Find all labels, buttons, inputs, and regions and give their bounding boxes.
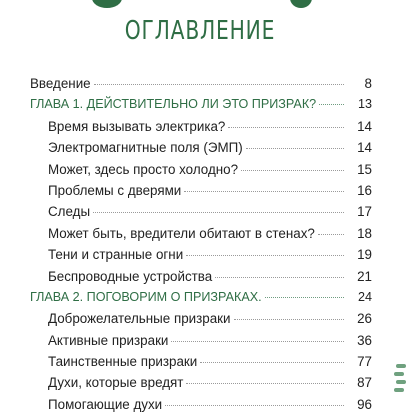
- toc-entry[interactable]: [30, 269, 372, 290]
- page-title: ОГЛАВЛЕНИЕ: [124, 16, 276, 46]
- leader-dots: [94, 84, 344, 85]
- decorative-leaf-right: [290, 0, 312, 8]
- leader-dots: [241, 170, 344, 171]
- toc-page-number: 96: [357, 396, 372, 412]
- leader-dots: [215, 277, 344, 278]
- toc-entry-label: Доброжелательные призраки: [48, 311, 231, 327]
- toc-entry-label: Может быть, вредители обитают в стенах?: [48, 225, 315, 241]
- toc-entry[interactable]: [30, 204, 372, 225]
- leader-dots: [186, 383, 344, 384]
- leader-dots: [234, 319, 344, 320]
- toc-page-number: 18: [357, 225, 372, 241]
- toc-entry[interactable]: [30, 397, 372, 418]
- toc-entry[interactable]: [30, 354, 372, 375]
- toc-entry[interactable]: [30, 226, 372, 247]
- toc-page-number: 8: [364, 76, 372, 91]
- toc-entry[interactable]: [30, 311, 372, 332]
- toc-entry-label: Беспроводные устройства: [48, 268, 213, 284]
- leader-dots: [318, 234, 344, 235]
- leader-dots: [184, 191, 344, 192]
- toc-entry-label: Таинственные призраки: [48, 354, 198, 370]
- leader-dots: [171, 341, 344, 342]
- toc-chapter-entry[interactable]: [30, 97, 372, 118]
- toc-entry-label: ГЛАВА 1. ДЕЙСТВИТЕЛЬНО ЛИ ЭТО ПРИЗРАК?: [30, 97, 317, 112]
- toc-entry-label: Помогающие духи: [48, 396, 163, 412]
- toc-entry-label: Следы: [48, 204, 91, 220]
- toc-entry-label: Духи, которые вредят: [48, 375, 184, 391]
- toc-page-number: 77: [357, 354, 372, 370]
- toc-entry[interactable]: [30, 333, 372, 354]
- toc-chapter-entry[interactable]: [30, 290, 372, 311]
- leader-dots: [93, 212, 344, 213]
- toc-entry-label: Введение: [30, 76, 91, 91]
- toc-entry-label: Может, здесь просто холодно?: [48, 161, 239, 177]
- toc-page-number: 15: [357, 161, 372, 177]
- toc-entry-label: ГЛАВА 2. ПОГОВОРИМ О ПРИЗРАКАХ.: [30, 289, 262, 304]
- leader-dots: [165, 405, 344, 406]
- toc-entry[interactable]: [30, 162, 372, 183]
- table-of-contents: [30, 76, 372, 418]
- toc-page-number: 13: [357, 97, 372, 112]
- toc-entry-label: Тени и странные огни: [48, 247, 184, 263]
- leader-dots: [265, 297, 344, 298]
- toc-entry-label: Электромагнитные поля (ЭМП): [48, 140, 243, 156]
- leader-dots: [319, 104, 344, 105]
- toc-page-number: 26: [357, 311, 372, 327]
- toc-page-number: 14: [357, 140, 372, 156]
- toc-page-number: 21: [357, 268, 372, 284]
- leader-dots: [246, 148, 344, 149]
- toc-page-number: 19: [357, 247, 372, 263]
- leader-dots: [200, 362, 344, 363]
- toc-entry[interactable]: [30, 140, 372, 161]
- decorative-sprig-corner: [392, 364, 406, 394]
- toc-page-number: 14: [357, 118, 372, 134]
- decorative-leaf-left: [92, 0, 122, 8]
- toc-entry[interactable]: [30, 119, 372, 140]
- toc-page-number: 17: [357, 204, 372, 220]
- toc-entry-label: Проблемы с дверями: [48, 182, 182, 198]
- toc-page-number: 16: [357, 182, 372, 198]
- toc-entry-label: Активные призраки: [48, 332, 169, 348]
- toc-entry[interactable]: [30, 375, 372, 396]
- toc-page-number: 87: [357, 375, 372, 391]
- leader-dots: [228, 127, 344, 128]
- toc-entry[interactable]: [30, 183, 372, 204]
- toc-page-number: 36: [357, 332, 372, 348]
- leader-dots: [186, 255, 344, 256]
- toc-entry[interactable]: [30, 76, 372, 97]
- toc-page-number: 24: [357, 289, 372, 304]
- toc-entry-label: Время вызывать электрика?: [48, 118, 226, 134]
- toc-entry[interactable]: [30, 247, 372, 268]
